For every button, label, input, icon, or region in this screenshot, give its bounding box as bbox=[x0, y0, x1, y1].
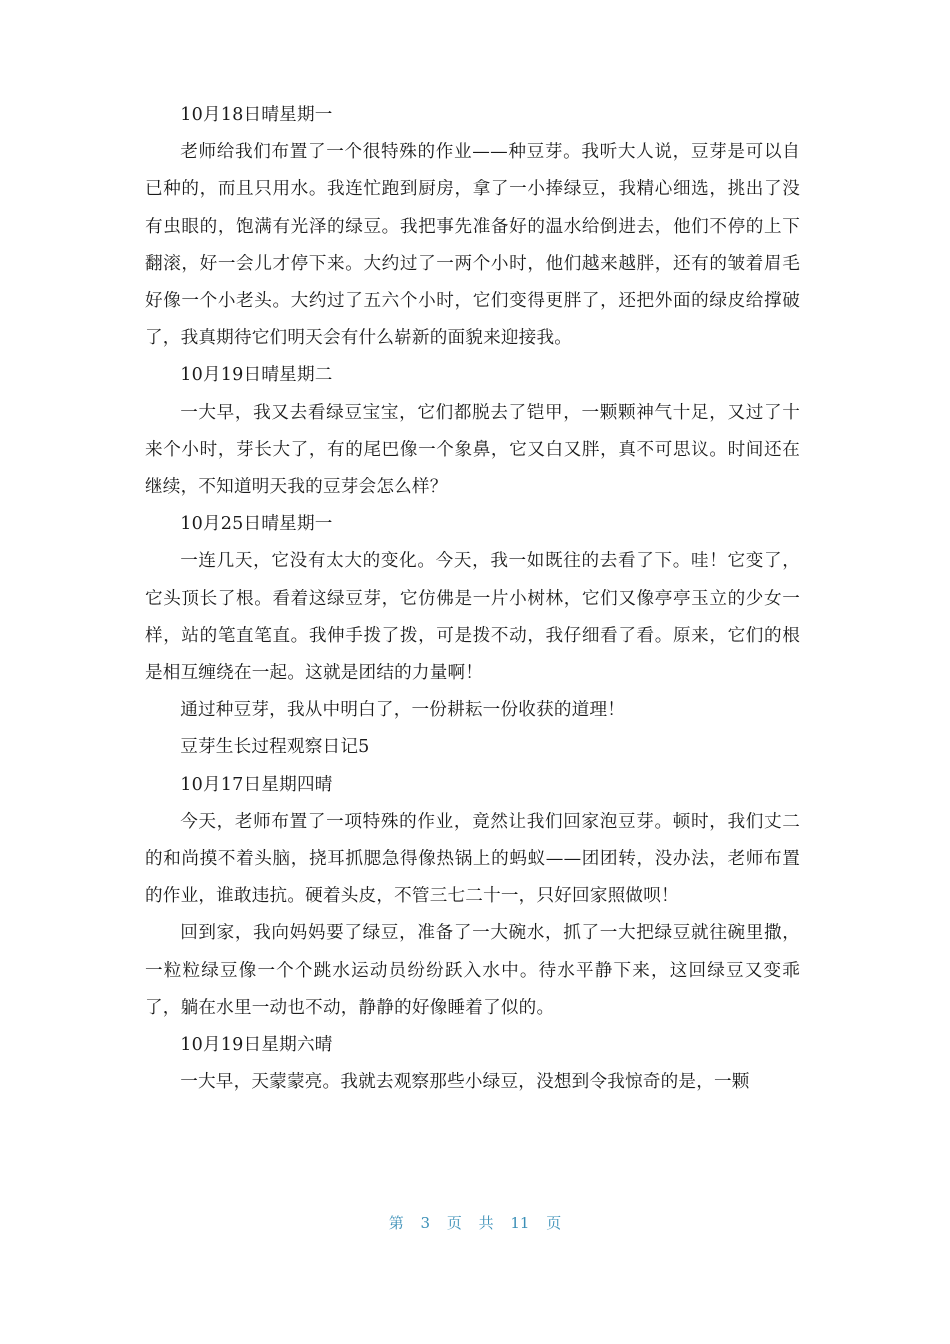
page-number-footer: 第 3 页 共 11 页 bbox=[388, 1214, 562, 1232]
section-title: 豆芽生长过程观察日记5 bbox=[180, 737, 370, 758]
diary-date-heading: 10月18日晴星期一 bbox=[180, 105, 333, 125]
body-paragraph: 一连几天，它没有太大的变化。今天，我一如既往的去看了下。哇！它变了，它头顶长了根。看着这绿豆芽，它仿佛是一片小树林，它们又像亭亭玉立的少女一样，站的笔直笔直。我伸手拨了拨，可是拨不动，我仔细看了看。原来，它们的根是相互缠绕在一起。这就是团结的力量啊！ bbox=[145, 551, 800, 684]
diary-date-heading: 10月17日星期四晴 bbox=[180, 774, 333, 795]
body-paragraph: 一大早，天蒙蒙亮。我就去观察那些小绿豆，没想到令我惊奇的是，一颗 bbox=[180, 1072, 750, 1093]
body-paragraph: 回到家，我向妈妈要了绿豆，准备了一大碗水，抓了一大把绿豆就往碗里撒，一粒粒绿豆像一个个跳水运动员纷纷跃入水中。待水平静下来，这回绿豆又变乖了，躺在水里一动也不动，静静的好像睡着了似的。 bbox=[145, 923, 800, 1018]
body-paragraph: 老师给我们布置了一个很特殊的作业——种豆芽。我听大人说，豆芽是可以自已种的，而且只用水。我连忙跑到厨房，拿了一小捧绿豆，我精心细选，挑出了没有虫眼的，饱满有光泽的绿豆。我把事先准备好的温水给倒进去，他们不停的上下翻滚，好一会儿才停下来。大约过了一两个小时，他们越来越胖，还有的皱着眉毛好像一个小老头。大约过了五六个小时，它们变得更胖了，还把外面的绿皮给撑破了，我真期待它们明天会有什么崭新的面貌来迎接我。 bbox=[145, 142, 800, 349]
body-paragraph: 通过种豆芽，我从中明白了，一份耕耘一份收获的道理！ bbox=[180, 700, 626, 721]
diary-date-heading: 10月19日晴星期二 bbox=[180, 365, 333, 386]
body-paragraph: 今天，老师布置了一项特殊的作业，竟然让我们回家泡豆芽。顿时，我们丈二的和尚摸不着头脑，挠耳抓腮急得像热锅上的蚂蚁——团团转，没办法，老师布置的作业，谁敢违抗。硬着头皮，不管三七二十一，只好回家照做呗！ bbox=[145, 811, 800, 907]
document-body bbox=[145, 97, 800, 1101]
diary-date-heading: 10月25日晴星期一 bbox=[180, 514, 333, 535]
diary-date-heading: 10月19日星期六晴 bbox=[180, 1035, 333, 1056]
body-paragraph: 一大早，我又去看绿豆宝宝，它们都脱去了铠甲，一颗颗神气十足，又过了十来个小时，芽长大了，有的尾巴像一个象鼻，它又白又胖，真不可思议。时间还在继续，不知道明天我的豆芽会怎么样？ bbox=[145, 402, 800, 498]
